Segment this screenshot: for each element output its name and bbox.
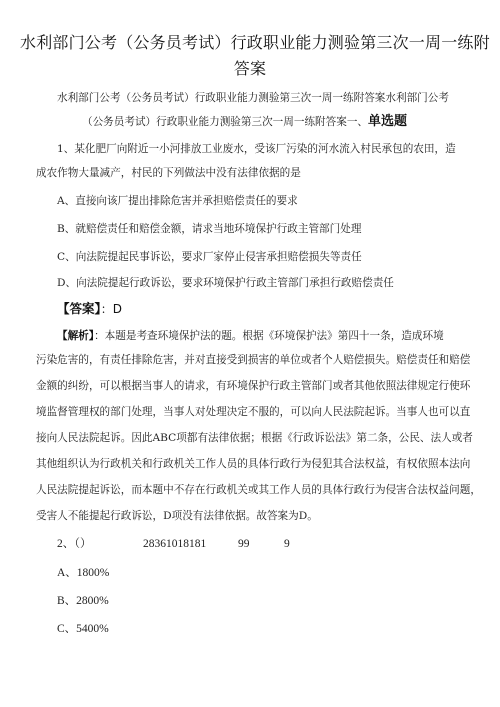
analysis-text-1: ：本题是考查环境保护法的题。根据《环境保护法》第四十一条，造成环境 (94, 330, 444, 342)
q2-prefix: 2、（） (57, 538, 92, 550)
doc-title-line1: 水利部门公考（公务员考试）行政职业能力测验第三次一周一练附 (20, 33, 490, 52)
answer-value: ：D (100, 302, 123, 316)
q1-option-c: C、向法院提起民事诉讼，要求厂家停止侵害承担赔偿损失等责任 (57, 251, 362, 263)
q2-num-a: 28361018181 (143, 538, 207, 550)
section-heading: 单选题 (368, 114, 408, 129)
intro-line1: 水利部门公考（公务员考试）行政职业能力测验第三次一周一练附答案水利部门公考 (57, 92, 449, 104)
answer-label: 【答案】 (57, 301, 101, 316)
doc-title-line2: 答案 (233, 59, 267, 78)
intro-line2 (82, 115, 407, 129)
q2-option-a: A、1800% (57, 567, 110, 579)
analysis-label: 【解析】 (57, 330, 95, 342)
analysis-line3: 金额的纠纷，可以根据当事人的请求，有环境保护行政主管部门或者其他依照法律规定行使环 (36, 380, 471, 392)
q2-stem (57, 537, 92, 551)
analysis-line2: 污染危害的，有责任排除危害，并对直接受到损害的单位或者个人赔偿损失。赔偿责任和赔偿 (36, 354, 471, 366)
q2-option-b: B、2800% (57, 595, 109, 607)
q1-stem-line1: 1、某化肥厂向附近一小河排放工业废水，受该厂污染的河水流入村民承包的农田，造 (57, 143, 456, 155)
q2-option-c: C、5400% (57, 623, 109, 635)
q1-option-b: B、就赔偿责任和赔偿金额，请求当地环境保护行政主管部门处理 (57, 223, 362, 235)
analysis-line1 (57, 329, 444, 343)
analysis-line7: 人民法院提起诉讼，而本题中不存在行政机关或其工作人员的具体行政行为侵害合法权益问题， (36, 484, 481, 496)
analysis-line6: 其他组织认为行政机关和行政机关工作人员的具体行政行为侵犯其合法权益，有权依照本法向 (36, 458, 471, 470)
intro-line2-text: （公务员考试）行政职业能力测验第三次一周一练附答案一、 (82, 116, 369, 128)
analysis-line8: 受害人不能提起行政诉讼，D项没有法律依据。故答案为D。 (36, 510, 318, 522)
q2-num-b: 99 (238, 538, 250, 550)
q1-option-a: A、直接向该厂提出排除危害并承担赔偿责任的要求 (57, 195, 298, 207)
analysis-line5: 接向人民法院起诉。因此ABC项都有法律依据；根据《行政诉讼法》第二条，公民、法人或者 (36, 432, 473, 444)
q2-num-c: 9 (284, 538, 290, 550)
analysis-line4: 境监督管理权的部门处理，当事人对处理决定不服的，可以向人民法院起诉。当事人也可以直 (36, 406, 471, 418)
q1-option-d: D、向法院提起行政诉讼，要求环境保护行政主管部门承担行政赔偿责任 (57, 277, 394, 289)
q1-stem-line2: 成农作物大量减产，村民的下列做法中没有法律依据的是 (36, 167, 301, 179)
q1-answer (57, 302, 122, 317)
